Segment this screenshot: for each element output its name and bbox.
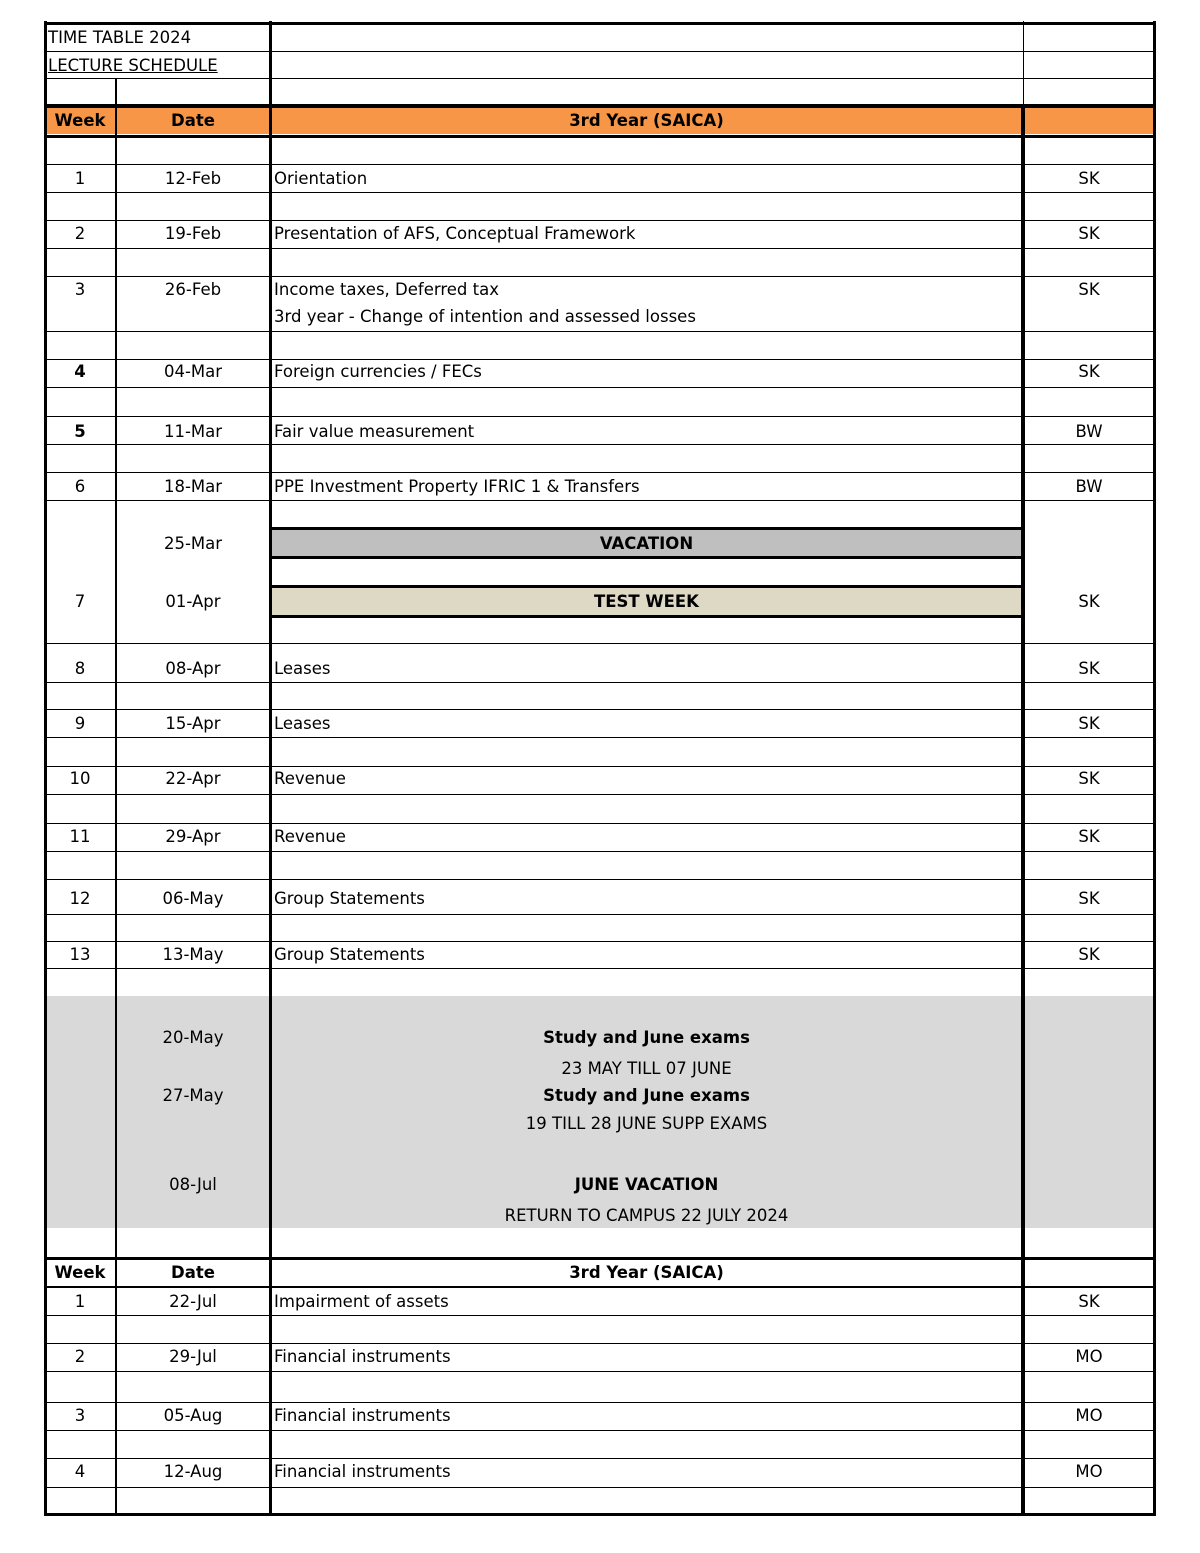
grid-line (44, 220, 1155, 221)
exam-date: 27-May (162, 1086, 224, 1105)
exam-heading: Study and June exams (543, 1028, 750, 1047)
grid-line (44, 823, 1155, 824)
topic: Foreign currencies / FECs (274, 362, 482, 381)
week-number: 12 (69, 889, 91, 908)
grid-line (44, 192, 1155, 193)
lecturer-initials: SK (1078, 592, 1100, 611)
band-rule (270, 615, 1023, 618)
page-title: TIME TABLE 2024 (48, 28, 192, 47)
week-number: 9 (74, 714, 86, 733)
status-label: VACATION (599, 534, 694, 553)
grid-line (44, 914, 1155, 915)
exam-note: 19 TILL 28 JUNE SUPP EXAMS (525, 1114, 768, 1133)
header-date: Date (171, 1263, 215, 1282)
row-date: 22-Apr (165, 769, 221, 788)
row-date: 01-Apr (165, 592, 221, 611)
header-course: 3rd Year (SAICA) (569, 1263, 724, 1282)
topic: Presentation of AFS, Conceptual Framework (274, 224, 636, 243)
table-border (44, 1513, 1155, 1516)
row-date: 19-Feb (164, 224, 222, 243)
grid-line (44, 276, 1155, 277)
week-number: 3 (74, 280, 86, 299)
header-rule (44, 1286, 1155, 1288)
grid-line (44, 359, 1155, 360)
lecturer-initials: SK (1078, 945, 1100, 964)
grid-line (44, 1458, 1155, 1459)
lecturer-initials: SK (1078, 827, 1100, 846)
row-date: 15-Apr (165, 714, 221, 733)
grid-line (44, 164, 1155, 165)
lecturer-initials: SK (1078, 280, 1100, 299)
week-number: 8 (74, 659, 86, 678)
grid-line (44, 500, 1155, 501)
week-number: 11 (69, 827, 91, 846)
grid-line (44, 766, 1155, 767)
week-number: 4 (74, 362, 86, 381)
week-number: 10 (69, 769, 91, 788)
row-date: 18-Mar (163, 477, 223, 496)
grid-line (44, 682, 1155, 683)
lecturer-initials: SK (1078, 659, 1100, 678)
grid-line (44, 737, 1155, 738)
row-date: 26-Feb (164, 280, 222, 299)
band-rule (270, 527, 1023, 530)
lecturer-initials: MO (1075, 1347, 1103, 1366)
topic: Impairment of assets (274, 1292, 449, 1311)
week-number: 3 (74, 1406, 86, 1425)
grid-line (44, 968, 1155, 969)
lecturer-initials: SK (1078, 224, 1100, 243)
grid-line (44, 851, 1155, 852)
lecturer-initials: MO (1075, 1462, 1103, 1481)
exam-date: 20-May (162, 1028, 224, 1047)
topic: Financial instruments (274, 1462, 451, 1481)
table-border (44, 21, 47, 1516)
row-date: 22-Jul (169, 1292, 217, 1311)
row-date: 05-Aug (163, 1406, 223, 1425)
column-divider (115, 78, 117, 1516)
row-date: 12-Feb (164, 169, 222, 188)
lecturer-initials: MO (1075, 1406, 1103, 1425)
lecturer-initials: SK (1078, 769, 1100, 788)
grid-line (44, 51, 1155, 52)
column-divider (269, 21, 272, 1516)
header-date: Date (171, 111, 215, 130)
header-rule (44, 135, 1155, 138)
table-border (1153, 21, 1156, 1516)
topic: Orientation (274, 169, 368, 188)
week-number: 5 (74, 422, 86, 441)
topic: Financial instruments (274, 1406, 451, 1425)
topic: Group Statements (274, 889, 425, 908)
column-divider (1021, 106, 1025, 1516)
grid-line (44, 709, 1155, 710)
header-rule (44, 104, 1155, 108)
band-rule (270, 556, 1023, 559)
header-week: Week (54, 1263, 106, 1282)
exam-heading: JUNE VACATION (574, 1175, 719, 1194)
lecturer-initials (1023, 308, 1155, 326)
lecturer-initials: SK (1078, 1292, 1100, 1311)
exam-note: RETURN TO CAMPUS 22 JULY 2024 (504, 1206, 789, 1225)
topic: Leases (274, 659, 331, 678)
grid-line (44, 416, 1155, 417)
week-number: 6 (74, 477, 86, 496)
row-date: 08-Apr (165, 659, 221, 678)
grid-line (44, 78, 1155, 79)
grid-line (44, 1430, 1155, 1431)
exam-note: 23 MAY TILL 07 JUNE (561, 1059, 732, 1078)
grid-line (44, 387, 1155, 388)
topic: Leases (274, 714, 331, 733)
topic: Group Statements (274, 945, 425, 964)
row-date: 29-Jul (169, 1347, 217, 1366)
header-rule (44, 1257, 1155, 1260)
grid-line (44, 472, 1155, 473)
week-number: 13 (69, 945, 91, 964)
grid-line (44, 331, 1155, 332)
topic: Revenue (274, 769, 346, 788)
week-number: 1 (74, 169, 86, 188)
page-subtitle: LECTURE SCHEDULE (48, 56, 218, 75)
week-number (44, 308, 116, 326)
row-date: 11-Mar (163, 422, 223, 441)
topic: Revenue (274, 827, 346, 846)
grid-line (44, 248, 1155, 249)
grid-line (44, 879, 1155, 880)
column-divider (1023, 21, 1024, 106)
header-week: Week (54, 111, 106, 130)
topic: PPE Investment Property IFRIC 1 & Transfers (274, 477, 640, 496)
exam-heading: Study and June exams (543, 1086, 750, 1105)
row-date: 13-May (162, 945, 224, 964)
grid-line (44, 1487, 1155, 1488)
grid-line (44, 1371, 1155, 1372)
band-rule (270, 585, 1023, 588)
lecturer-initials: SK (1078, 714, 1100, 733)
row-date: 04-Mar (163, 362, 223, 381)
week-number: 2 (74, 1347, 86, 1366)
topic: Income taxes, Deferred tax (274, 280, 499, 299)
grid-line (44, 1343, 1155, 1344)
grid-line (44, 444, 1155, 445)
lecturer-initials: BW (1075, 477, 1103, 496)
table-border (44, 22, 1155, 25)
exam-date: 08-Jul (169, 1175, 217, 1194)
week-number: 2 (74, 224, 86, 243)
grid-line (44, 794, 1155, 795)
week-number: 4 (74, 1462, 86, 1481)
week-number: 1 (74, 1292, 86, 1311)
lecturer-initials: BW (1075, 422, 1103, 441)
row-date: 25-Mar (163, 534, 223, 553)
header-course: 3rd Year (SAICA) (569, 111, 724, 130)
lecturer-initials: SK (1078, 889, 1100, 908)
topic: Fair value measurement (274, 422, 475, 441)
lecturer-initials: SK (1078, 169, 1100, 188)
week-number (44, 535, 116, 553)
grid-line (44, 941, 1155, 942)
grid-line (44, 1402, 1155, 1403)
row-date: 06-May (162, 889, 224, 908)
grid-line (44, 1315, 1155, 1316)
row-date: 29-Apr (165, 827, 221, 846)
grid-line (44, 643, 1155, 644)
topic: Financial instruments (274, 1347, 451, 1366)
topic: 3rd year - Change of intention and assessed losses (274, 307, 696, 326)
lecturer-initials: SK (1078, 362, 1100, 381)
row-date (116, 308, 270, 326)
week-number: 7 (74, 592, 86, 611)
lecturer-initials (1023, 535, 1155, 553)
timetable-sheet (44, 21, 1155, 1516)
row-date: 12-Aug (163, 1462, 223, 1481)
status-label: TEST WEEK (594, 592, 699, 611)
